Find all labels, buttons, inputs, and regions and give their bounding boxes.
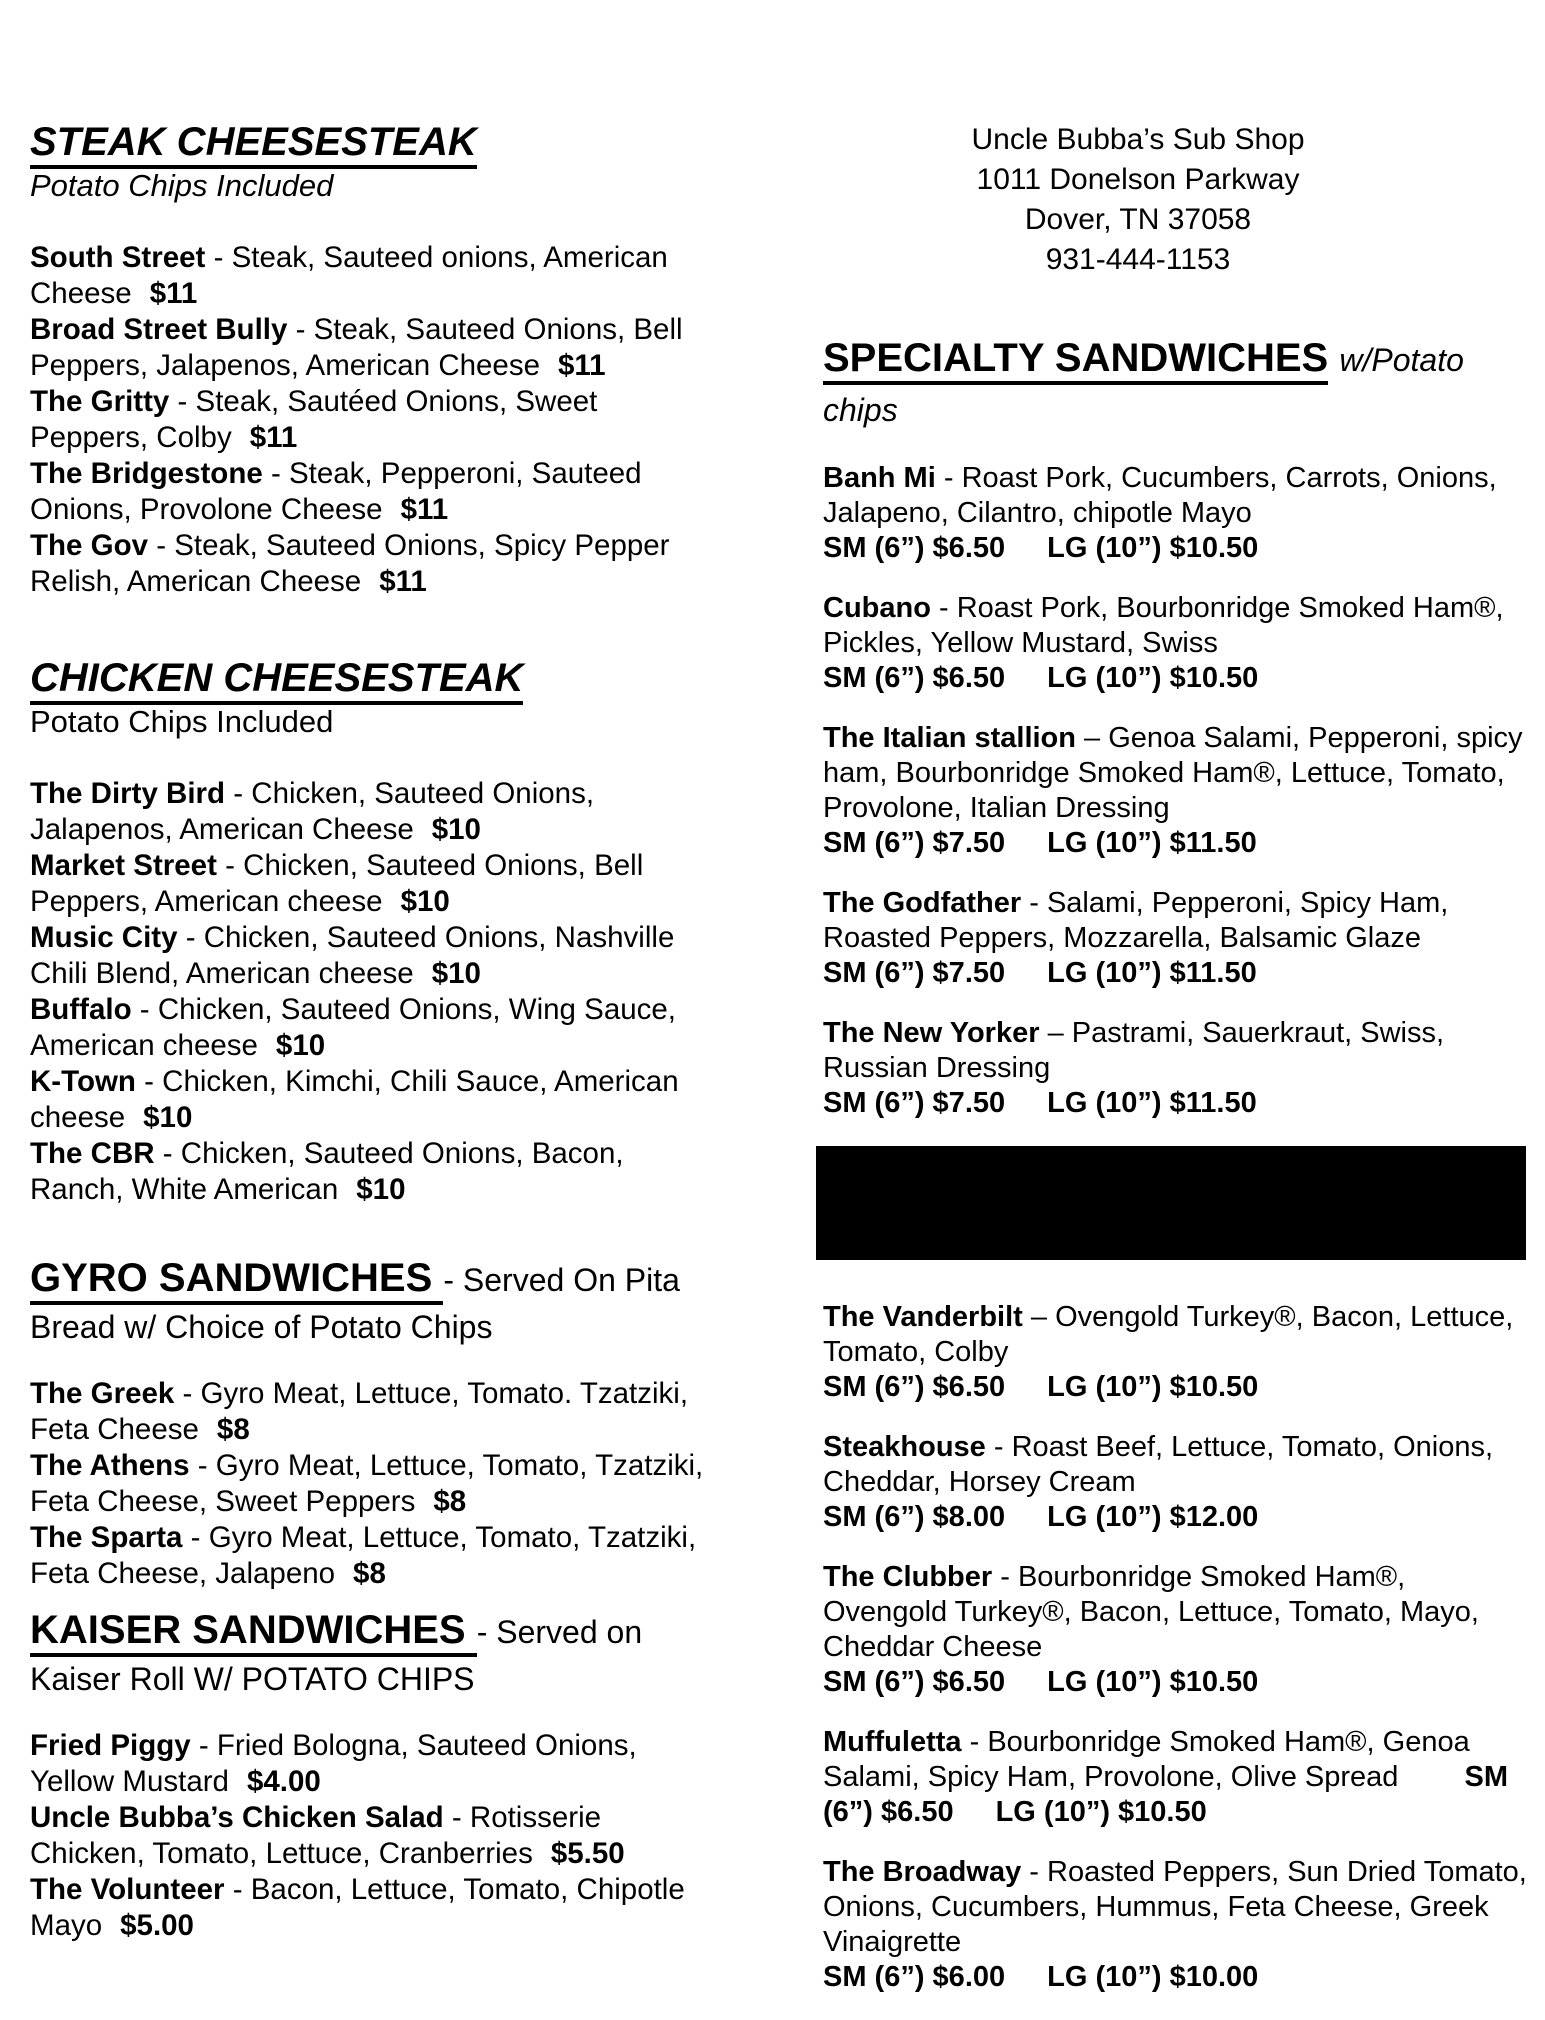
price-small: SM (6”) $7.50 [823,827,1006,859]
section-items [30,240,714,600]
menu-item [823,461,1528,566]
item-description: Gyro Meat, Lettuce, Tomato, Tzatziki, Feta Cheese, Sweet Peppers [30,1449,704,1518]
item-name: The Gritty [30,385,170,418]
item-description: Roast Beef, Lettuce, Tomato, Onions, Cheddar, Horsey Cream [823,1431,1494,1498]
item-description: Steak, Sauteed onions, American Cheese [30,241,668,310]
item-description: Roast Pork, Cucumbers, Carrots, Onions, Jalapeno, Cilantro, chipotle Mayo [823,462,1497,529]
item-separator: - [1021,1856,1047,1888]
item-description: Gyro Meat, Lettuce, Tomato, Tzatziki, Feta Cheese, Jalapeno [30,1521,697,1590]
item-separator: - [225,777,252,810]
price-large: LG (10”) $10.50 [1047,1666,1259,1698]
item-separator: - [174,1377,201,1410]
section-items [30,1376,714,1592]
item-description: Chicken, Sauteed Onions, Bacon, Ranch, White American [30,1137,624,1206]
item-prices [823,1500,1528,1535]
menu-item [30,776,714,848]
shop-address-line1: 1011 Donelson Parkway [976,163,1300,196]
item-description: Chicken, Sauteed Onions, Wing Sauce, American cheese [30,993,676,1062]
item-prices [823,1665,1528,1700]
shop-name: Uncle Bubba’s Sub Shop [971,123,1305,156]
item-name: K-Town [30,1065,136,1098]
section-gyro-sandwiches [30,1256,714,1592]
menu-item [30,1872,714,1944]
price-large: LG (10”) $10.00 [1047,1961,1259,1993]
shop-header [823,120,1453,280]
price-large: LG (10”) $10.50 [1047,662,1259,694]
item-prices [823,1370,1528,1405]
menu-item [30,240,714,312]
item-price: $10 [400,885,450,918]
item-description: Chicken, Sauteed Onions, Jalapenos, American Cheese [30,777,595,846]
item-name: The Athens [30,1449,190,1482]
price-large: LG (10”) $12.00 [1047,1501,1259,1533]
item-prices [823,661,1528,696]
item-description: Steak, Sauteed Onions, Bell Peppers, Jalapenos, American Cheese [30,313,683,382]
menu-item [30,312,714,384]
price-large: LG (10”) $11.50 [1047,957,1257,989]
item-separator: – [1076,722,1109,754]
section-title [30,118,714,166]
price-small: SM (6”) $6.50 [823,1666,1006,1698]
item-prices [823,956,1528,991]
item-separator: - [443,1801,470,1834]
section-title-note: - Served on Kaiser Roll W/ POTATO CHIPS [30,1614,643,1697]
item-separator: - [182,1521,209,1554]
price-small: SM (6”) $7.50 [823,957,1006,989]
section-title [30,1256,714,1350]
item-prices [823,531,1528,566]
item-name: The Clubber [823,1561,993,1593]
item-description: Salami, Pepperoni, Spicy Ham, Roasted Peppers, Mozzarella, Balsamic Glaze [823,887,1449,954]
specialty-items [823,461,1528,1995]
section-title-note: - Served On Pita Bread w/ Choice of Potato Chips [30,1262,680,1345]
item-description: Roasted Peppers, Sun Dried Tomato, Onions, Cucumbers, Hummus, Feta Cheese, Greek Vinaigrette [823,1856,1527,1958]
item-separator: - [992,1561,1018,1593]
item-separator: - [131,993,158,1026]
item-name: Buffalo [30,993,132,1026]
item-description: Bourbonridge Smoked Ham®, Ovengold Turkey®, Bacon, Lettuce, Tomato, Mayo, Cheddar Cheese [823,1561,1479,1663]
price-small: SM (6”) $6.50 [823,662,1006,694]
section-items [30,1728,714,1944]
shop-address-line2: Dover, TN 37058 [1024,203,1252,236]
price-large: LG (10”) $10.50 [1047,1371,1259,1403]
item-description: Chicken, Sauteed Onions, Nashville Chili Blend, American cheese [30,921,675,990]
price-small: SM (6”) $8.00 [823,1501,1006,1533]
price-small: SM (6”) $6.50 [823,1761,1508,1828]
menu-item [30,1728,714,1800]
section-title-specialty [823,334,1528,434]
price-small: SM (6”) $6.00 [823,1961,1006,1993]
item-separator: - [961,1726,988,1758]
item-name: The Sparta [30,1521,183,1554]
item-price: $4.00 [246,1765,321,1798]
item-name: Music City [30,921,178,954]
section-title-text: CHICKEN CHEESESTEAK [30,656,523,705]
section-title-note: w/Potato chips [823,342,1464,428]
item-price: $8 [216,1413,250,1446]
menu-item [30,528,714,600]
menu-item [823,1560,1528,1700]
price-small: SM (6”) $7.50 [823,1087,1006,1119]
item-separator: - [224,1873,251,1906]
menu-item [30,1136,714,1208]
menu-item [823,1725,1528,1830]
item-name: The Greek [30,1377,175,1410]
menu-item [823,721,1528,861]
item-name: Muffuletta [823,1726,962,1758]
item-separator: - [190,1729,217,1762]
item-name: The Volunteer [30,1873,225,1906]
item-name: Broad Street Bully [30,313,288,346]
item-prices [823,1960,1528,1995]
item-name: The Broadway [823,1856,1022,1888]
item-separator: - [135,1065,163,1098]
price-small: SM (6”) $6.50 [823,532,1006,564]
section-title-text: SPECIALTY SANDWICHES [823,336,1328,385]
menu-item [823,1855,1528,1995]
menu-item [30,848,714,920]
menu-item [30,456,714,528]
item-description: Gyro Meat, Lettuce, Tomato. Tzatziki, Feta Cheese [30,1377,689,1446]
section-subtitle: Potato Chips Included [30,704,334,739]
item-separator: - [985,1431,1012,1463]
price-small: SM (6”) $6.50 [823,1371,1006,1403]
price-large: LG (10”) $10.50 [995,1796,1207,1828]
menu-item [823,591,1528,696]
item-description: Chicken, Sauteed Onions, Bell Peppers, American cheese [30,849,644,918]
item-price: $10 [431,957,481,990]
section-steak-cheesesteak [30,118,714,600]
item-name: South Street [30,241,206,274]
item-name: The CBR [30,1137,155,1170]
menu-item [823,1016,1528,1121]
item-name: Market Street [30,849,217,882]
item-price: $11 [149,277,198,310]
section-title [30,1608,714,1702]
section-subtitle: Potato Chips Included [30,168,334,203]
menu-item [30,1448,714,1520]
item-separator: - [262,457,289,490]
item-name: Fried Piggy [30,1729,191,1762]
item-separator: - [935,462,962,494]
item-separator: - [169,385,196,418]
item-name: The Bridgestone [30,457,263,490]
item-price: $10 [356,1173,406,1206]
item-name: The Dirty Bird [30,777,226,810]
price-large: LG (10”) $11.50 [1047,1087,1257,1119]
menu-item [30,920,714,992]
item-prices [823,826,1528,861]
item-description: Genoa Salami, Pepperoni, spicy ham, Bourbonridge Smoked Ham®, Lettuce, Tomato, Provolone, Italian Dressing [823,722,1523,824]
right-column [823,0,1528,2020]
item-name: Uncle Bubba’s Chicken Salad [30,1801,444,1834]
item-name: The New Yorker [823,1017,1040,1049]
item-separator: - [154,1137,181,1170]
item-separator: - [287,313,314,346]
item-separator: - [930,592,957,624]
menu-item [30,992,714,1064]
item-name: Steakhouse [823,1431,986,1463]
item-separator: – [1039,1017,1072,1049]
price-large: LG (10”) $11.50 [1047,827,1257,859]
menu-item [30,1376,714,1448]
item-description: Bourbonridge Smoked Ham®, Genoa Salami, Spicy Ham, Provolone, Olive Spread [823,1726,1470,1793]
item-name: The Vanderbilt [823,1301,1023,1333]
item-price: $8 [433,1485,467,1518]
item-description: Steak, Pepperoni, Sauteed Onions, Provolone Cheese [30,457,642,526]
item-name: Cubano [823,592,931,624]
item-price: $10 [431,813,481,846]
redacted-block [816,1146,1526,1260]
item-description: Ovengold Turkey®, Bacon, Lettuce, Tomato, Colby [823,1301,1514,1368]
item-separator: - [189,1449,216,1482]
item-description: Steak, Sauteed Onions, Spicy Pepper Relish, American Cheese [30,529,670,598]
section-title [30,654,714,702]
price-large: LG (10”) $10.50 [1047,532,1259,564]
item-price: $11 [249,421,298,454]
left-column [30,0,714,1998]
item-description: Steak, Sautéed Onions, Sweet Peppers, Colby [30,385,598,454]
item-price: $11 [400,493,449,526]
item-price: $11 [379,565,427,598]
menu-item [823,886,1528,991]
item-separator: - [216,849,244,882]
item-price: $10 [143,1101,193,1134]
item-price: $5.00 [120,1909,194,1942]
item-name: Banh Mi [823,462,936,494]
item-price: $10 [275,1029,326,1062]
item-description: Rotisserie Chicken, Tomato, Lettuce, Cranberries [30,1801,602,1870]
menu-item [30,384,714,456]
item-name: The Godfather [823,887,1022,919]
item-description: Pastrami, Sauerkraut, Swiss, Russian Dressing [823,1017,1445,1084]
item-price: $11 [558,349,606,382]
menu-item [823,1300,1528,1405]
menu-item [30,1064,714,1136]
item-name: The Italian stallion [823,722,1076,754]
menu-item [30,1800,714,1872]
item-price: $8 [353,1557,386,1590]
item-description: Roast Pork, Bourbonridge Smoked Ham®, Pickles, Yellow Mustard, Swiss [823,592,1504,659]
item-separator: – [1022,1301,1056,1333]
menu-item [30,1520,714,1592]
section-title-text: KAISER SANDWICHES [30,1608,477,1657]
item-prices [823,1086,1528,1121]
item-name: The Gov [30,529,149,562]
menu-item [823,1430,1528,1535]
section-chicken-cheesesteak [30,654,714,1208]
section-kaiser-sandwiches [30,1608,714,1944]
section-title-text: STEAK CHEESESTEAK [30,120,477,169]
item-description: Chicken, Kimchi, Chili Sauce, American cheese [30,1065,679,1134]
item-separator: - [177,921,204,954]
item-separator: - [1021,887,1047,919]
item-separator: - [205,241,232,274]
section-title-text: GYRO SANDWICHES [30,1256,443,1305]
shop-phone: 931-444-1153 [1045,243,1231,276]
section-items [30,776,714,1208]
item-price: $5.50 [550,1837,625,1870]
item-description: Bacon, Lettuce, Tomato, Chipotle Mayo [30,1873,685,1942]
item-separator: - [148,529,175,562]
item-description: Fried Bologna, Sauteed Onions, Yellow Mustard [30,1729,637,1798]
